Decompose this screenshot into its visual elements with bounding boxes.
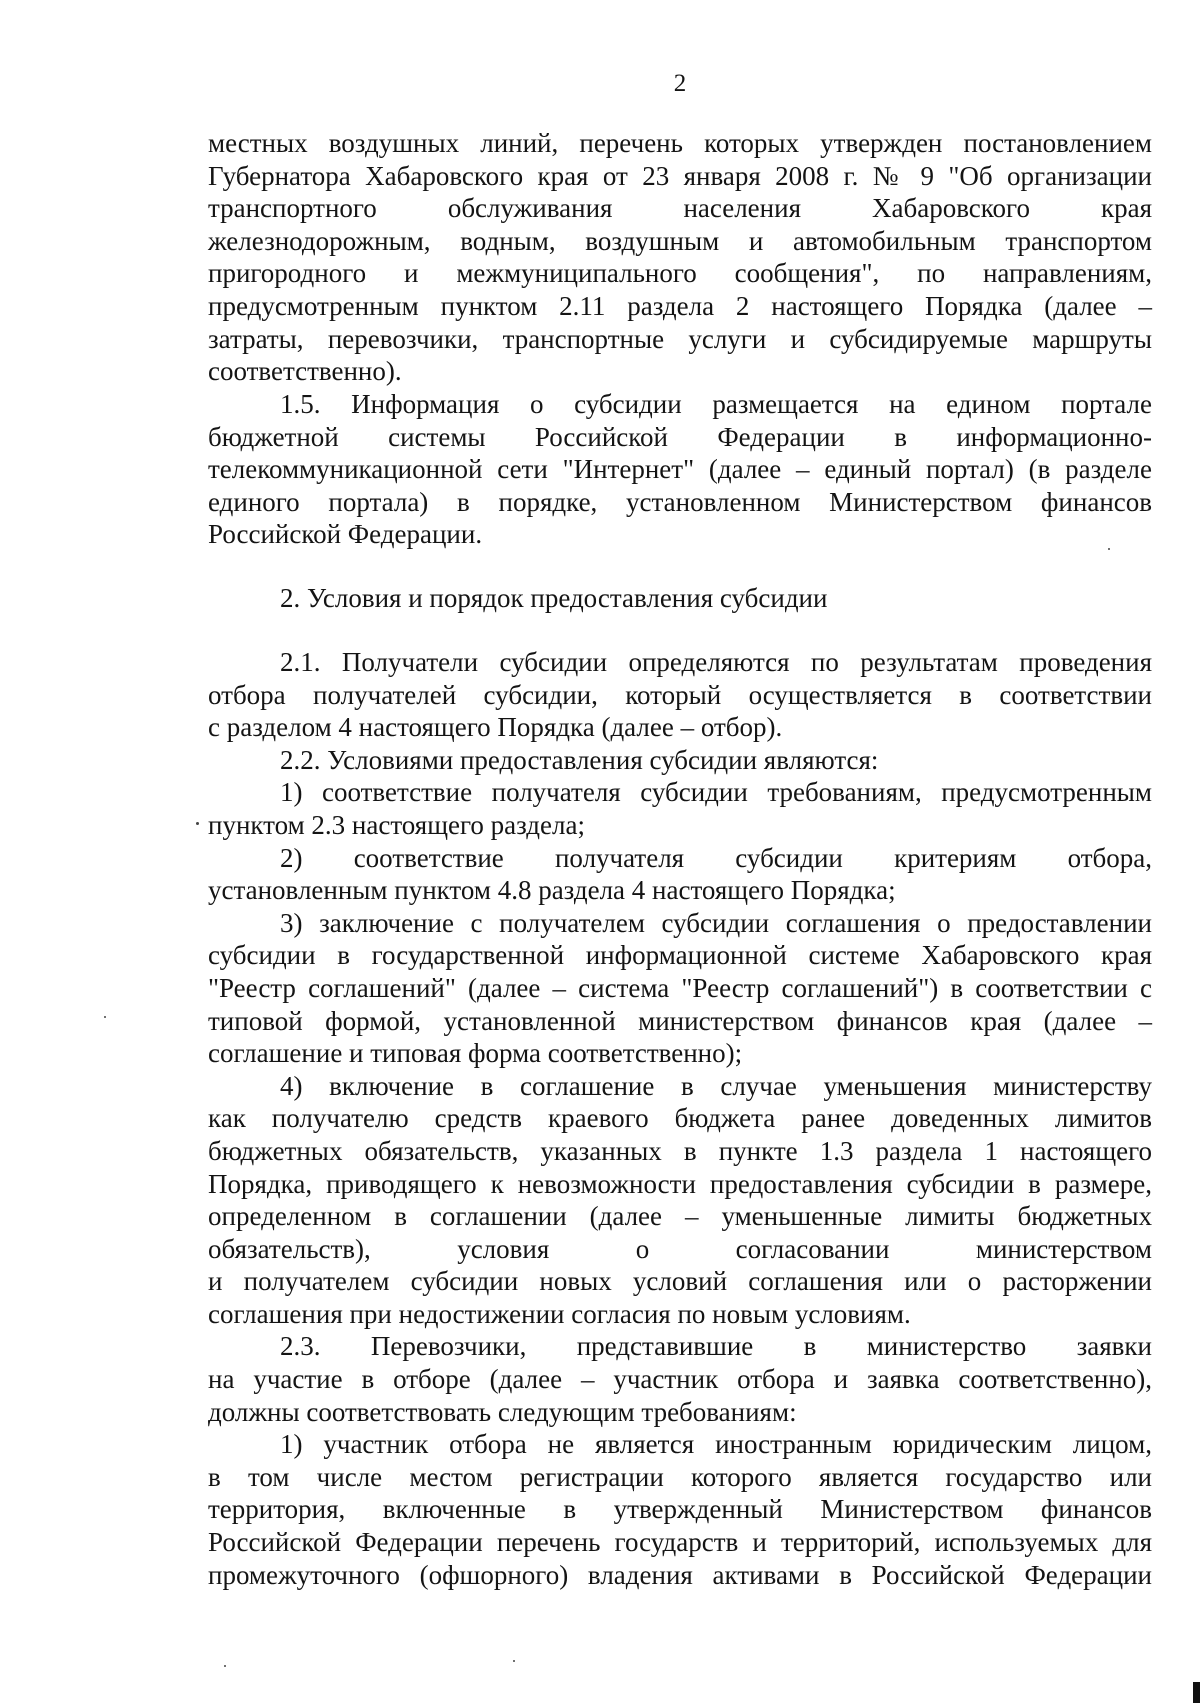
text-line: пунктом 2.3 настоящего раздела; [208, 809, 585, 840]
scan-edge-mark [1193, 1682, 1200, 1703]
text-line: обязательств), условия о согласовании министерством [208, 1233, 1152, 1264]
scan-speck [196, 822, 199, 825]
text-line: 1) соответствие получателя субсидии требованиям, предусмотренным [280, 777, 1152, 808]
text-line: территория, включенные в утвержденный Министерством финансов [208, 1494, 1152, 1525]
text-line: 2.1. Получатели субсидии определяются по результатам проведения [280, 647, 1152, 677]
section-heading: 2. Условия и порядок предоставления субсидии [280, 583, 828, 613]
text-line: единого портала) в порядке, установленном Министерством финансов [208, 486, 1152, 517]
text-line: пригородного и межмуниципального сообщения", по направлениям, [208, 258, 1152, 289]
text-line: предусмотренным пунктом 2.11 раздела 2 настоящего Порядка (далее – [208, 290, 1152, 321]
text-line: 2.3. Перевозчики, представившие в министерство заявки [280, 1331, 1152, 1362]
page-number: 2 [673, 70, 687, 97]
text-line: затраты, перевозчики, транспортные услуги и субсидируемые маршруты [208, 323, 1152, 354]
text-line: 4) включение в соглашение в случае уменьшения министерству [280, 1070, 1152, 1101]
text-line: местных воздушных линий, перечень которых утвержден постановлением [208, 128, 1152, 158]
text-line: определенном в соглашении (далее – уменьшенные лимиты бюджетных [208, 1201, 1152, 1232]
text-line: отбора получателей субсидии, который осуществляется в соответствии [208, 679, 1152, 710]
text-line: на участие в отборе (далее – участник отбора и заявка соответственно), [208, 1364, 1152, 1395]
text-line: с разделом 4 настоящего Порядка (далее – отбор). [208, 712, 783, 743]
scan-speck [1108, 548, 1110, 550]
scan-speck [104, 1016, 106, 1018]
text-line: 1) участник отбора не является иностранным юридическим лицом, [280, 1429, 1152, 1460]
text-line: бюджетной системы Российской Федерации в информационно- [208, 421, 1152, 452]
text-line: соглашения при недостижении согласия по новым условиям. [208, 1298, 911, 1329]
scan-speck [513, 1660, 515, 1662]
section-2-body [208, 646, 1152, 1591]
text-line: промежуточного (офшорного) владения активами в Российской Федерации [208, 1559, 1152, 1590]
text-line: в том числе местом регистрации которого является государство или [208, 1461, 1152, 1492]
text-line: установленным пунктом 4.8 раздела 4 настоящего Порядка; [208, 875, 896, 906]
scan-speck [224, 1665, 226, 1667]
text-line: 2) соответствие получателя субсидии критериям отбора, [280, 842, 1152, 873]
text-line: телекоммуникационной сети "Интернет" (далее – единый портал) (в разделе [208, 454, 1152, 485]
text-line: транспортного обслуживания населения Хабаровского края [208, 193, 1152, 224]
text-line: соответственно). [208, 356, 402, 387]
text-line: "Реестр соглашений" (далее – система "Реестр соглашений") в соответствии с [208, 972, 1152, 1003]
text-line: 2.2. Условиями предоставления субсидии являются: [280, 744, 879, 775]
text-line: Порядка, приводящего к невозможности предоставления субсидии в размере, [208, 1168, 1152, 1199]
paragraph-1-5 [208, 388, 1152, 551]
text-line: субсидии в государственной информационной системе Хабаровского края [208, 940, 1152, 971]
text-line: Губернатора Хабаровского края от 23 января 2008 г. № 9 "Об организации [208, 160, 1152, 191]
paragraph-intro [208, 127, 1152, 388]
text-line: соглашение и типовая форма соответственно); [208, 1038, 743, 1069]
text-line: железнодорожным, водным, воздушным и автомобильным транспортом [208, 225, 1152, 256]
text-line: типовой формой, установленной министерством финансов края (далее – [208, 1005, 1152, 1036]
text-line: 1.5. Информация о субсидии размещается на едином портале [280, 389, 1152, 419]
text-line: и получателем субсидии новых условий соглашения или о расторжении [208, 1266, 1152, 1297]
text-line: как получателю средств краевого бюджета ранее доведенных лимитов [208, 1103, 1152, 1134]
text-line: Российской Федерации перечень государств и территорий, используемых для [208, 1527, 1152, 1558]
text-line: бюджетных обязательств, указанных в пункте 1.3 раздела 1 настоящего [208, 1135, 1152, 1166]
text-line: Российской Федерации. [208, 519, 483, 550]
text-line: 3) заключение с получателем субсидии соглашения о предоставлении [280, 907, 1152, 938]
text-line: должны соответствовать следующим требованиям: [208, 1396, 797, 1427]
